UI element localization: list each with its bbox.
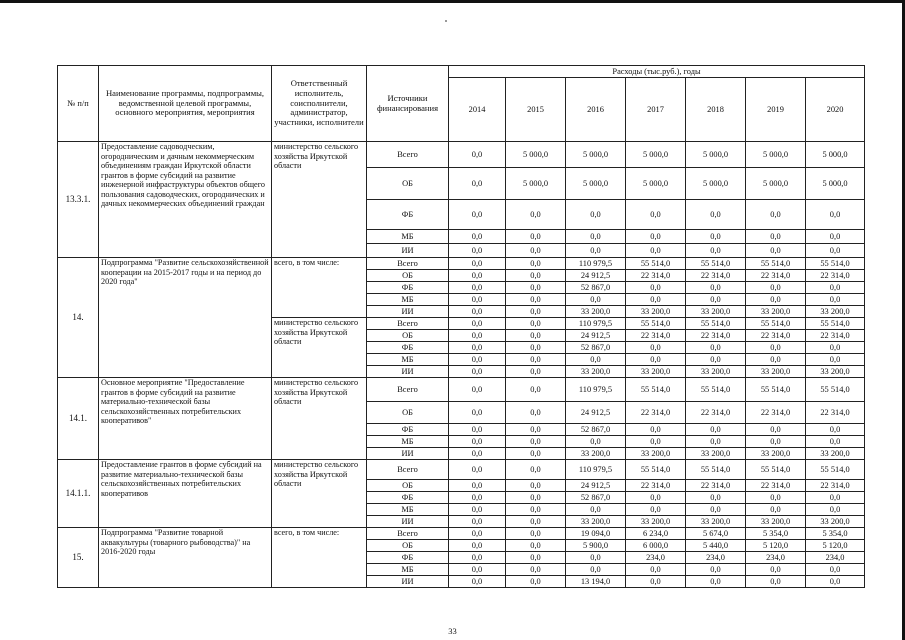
expense-value: 110 979,5 [566, 318, 626, 330]
expense-value: 0,0 [806, 354, 865, 366]
expense-value: 0,0 [746, 576, 806, 588]
budget-table [57, 65, 865, 588]
expense-value: 0,0 [449, 200, 506, 230]
expense-value: 33 200,0 [626, 306, 686, 318]
expense-value: 33 200,0 [746, 366, 806, 378]
expense-value: 22 314,0 [746, 330, 806, 342]
expense-value: 0,0 [746, 504, 806, 516]
funding-source: ФБ [367, 424, 449, 436]
executor-cell: министерство сельского хозяйства Иркутской области [272, 460, 367, 528]
expense-value: 0,0 [449, 270, 506, 282]
expense-value: 0,0 [626, 354, 686, 366]
expense-value: 0,0 [686, 424, 746, 436]
scan-border-top [0, 0, 905, 3]
row-index: 15. [58, 528, 99, 588]
header-year: 2014 [449, 78, 506, 142]
expense-value: 0,0 [506, 244, 566, 258]
expense-value: 0,0 [449, 294, 506, 306]
expense-value: 0,0 [686, 436, 746, 448]
expense-value: 0,0 [746, 244, 806, 258]
funding-source: Всего [367, 460, 449, 480]
expense-value: 6 234,0 [626, 528, 686, 540]
expense-value: 0,0 [686, 294, 746, 306]
expense-value: 0,0 [626, 342, 686, 354]
executor-cell: всего, в том числе: [272, 528, 367, 588]
expense-value: 33 200,0 [686, 516, 746, 528]
expense-value: 0,0 [686, 200, 746, 230]
expense-value: 5 000,0 [746, 168, 806, 200]
table-header [58, 66, 865, 142]
executor-cell: министерство сельского хозяйства Иркутской области [272, 142, 367, 258]
expense-value: 0,0 [449, 318, 506, 330]
expense-value: 22 314,0 [806, 480, 865, 492]
expense-value: 110 979,5 [566, 258, 626, 270]
expense-value: 19 094,0 [566, 528, 626, 540]
expense-value: 0,0 [686, 282, 746, 294]
expense-value: 33 200,0 [746, 306, 806, 318]
expense-value: 55 514,0 [686, 318, 746, 330]
expense-value: 5 354,0 [746, 528, 806, 540]
expense-value: 0,0 [449, 504, 506, 516]
expense-value: 33 200,0 [686, 306, 746, 318]
funding-source: ИИ [367, 516, 449, 528]
header-year: 2015 [506, 78, 566, 142]
expense-value: 22 314,0 [686, 480, 746, 492]
expense-value: 0,0 [506, 294, 566, 306]
expense-value: 0,0 [686, 342, 746, 354]
expense-value: 55 514,0 [806, 378, 865, 402]
expense-value: 0,0 [506, 318, 566, 330]
expense-value: 33 200,0 [746, 516, 806, 528]
expense-value: 0,0 [686, 244, 746, 258]
expense-value: 0,0 [626, 424, 686, 436]
expense-value: 0,0 [449, 168, 506, 200]
header-year: 2017 [626, 78, 686, 142]
expense-value: 0,0 [806, 492, 865, 504]
funding-source: ОБ [367, 270, 449, 282]
table-row [58, 258, 865, 270]
expense-value: 55 514,0 [806, 258, 865, 270]
expense-value: 0,0 [626, 294, 686, 306]
expense-value: 55 514,0 [806, 318, 865, 330]
expense-value: 0,0 [686, 230, 746, 244]
table-row [58, 142, 865, 168]
expense-value: 5 000,0 [566, 142, 626, 168]
expense-value: 22 314,0 [686, 330, 746, 342]
program-name: Подпрограмма "Развитие сельскохозяйственной кооперации на 2015-2017 годы и на период до 2020 года" [99, 258, 272, 378]
expense-value: 6 000,0 [626, 540, 686, 552]
expense-value: 0,0 [506, 516, 566, 528]
expense-value: 55 514,0 [746, 318, 806, 330]
expense-value: 0,0 [449, 306, 506, 318]
expense-value: 0,0 [746, 342, 806, 354]
expense-value: 0,0 [566, 552, 626, 564]
expense-value: 5 000,0 [566, 168, 626, 200]
expense-value: 0,0 [449, 552, 506, 564]
expense-value: 55 514,0 [746, 378, 806, 402]
expense-value: 5 120,0 [746, 540, 806, 552]
expense-value: 0,0 [506, 258, 566, 270]
funding-source: ИИ [367, 244, 449, 258]
expense-value: 0,0 [686, 576, 746, 588]
program-name: Предоставление садоводческим, огородническим и дачным некоммерческим объединениям граждан Иркутской области грантов в форме субсидий на развитие инженерной инфраструктуры объектов общего пользования садоводческих, огороднических и дачных некоммерческих объединений граждан [99, 142, 272, 258]
expense-value: 0,0 [449, 492, 506, 504]
program-name: Подпрограмма "Развитие товарной аквакультуры (товарного рыбоводства)" на 2016-2020 годы [99, 528, 272, 588]
expense-value: 0,0 [686, 354, 746, 366]
expense-value: 22 314,0 [686, 402, 746, 424]
expense-value: 0,0 [506, 230, 566, 244]
expense-value: 0,0 [506, 576, 566, 588]
header-year: 2019 [746, 78, 806, 142]
expense-value: 55 514,0 [806, 460, 865, 480]
expense-value: 0,0 [806, 230, 865, 244]
expense-value: 0,0 [626, 564, 686, 576]
expense-value: 5 354,0 [806, 528, 865, 540]
expense-value: 0,0 [449, 436, 506, 448]
expense-value: 0,0 [806, 282, 865, 294]
funding-source: МБ [367, 354, 449, 366]
header-year: 2018 [686, 78, 746, 142]
expense-value: 0,0 [566, 230, 626, 244]
expense-value: 0,0 [449, 564, 506, 576]
expense-value: 0,0 [449, 576, 506, 588]
expense-value: 0,0 [746, 230, 806, 244]
expense-value: 33 200,0 [566, 448, 626, 460]
expense-value: 5 000,0 [626, 168, 686, 200]
expense-value: 0,0 [746, 200, 806, 230]
expense-value: 0,0 [449, 330, 506, 342]
expense-value: 0,0 [506, 424, 566, 436]
expense-value: 0,0 [626, 230, 686, 244]
expense-value: 0,0 [566, 564, 626, 576]
expense-value: 0,0 [746, 282, 806, 294]
expense-value: 24 912,5 [566, 402, 626, 424]
expense-value: 0,0 [746, 436, 806, 448]
funding-source: ОБ [367, 480, 449, 492]
header-num: № п/п [58, 66, 99, 142]
expense-value: 0,0 [626, 200, 686, 230]
expense-value: 22 314,0 [746, 270, 806, 282]
expense-value: 110 979,5 [566, 460, 626, 480]
funding-source: Всего [367, 258, 449, 270]
expense-value: 0,0 [449, 424, 506, 436]
expense-value: 0,0 [449, 540, 506, 552]
expense-value: 55 514,0 [626, 460, 686, 480]
expense-value: 22 314,0 [806, 270, 865, 282]
expense-value: 0,0 [806, 576, 865, 588]
expense-value: 0,0 [506, 378, 566, 402]
expense-value: 0,0 [626, 244, 686, 258]
expense-value: 0,0 [449, 528, 506, 540]
expense-value: 0,0 [506, 564, 566, 576]
expense-value: 5 120,0 [806, 540, 865, 552]
expense-value: 0,0 [506, 540, 566, 552]
expense-value: 0,0 [566, 436, 626, 448]
funding-source: МБ [367, 436, 449, 448]
expense-value: 0,0 [566, 200, 626, 230]
funding-source: Всего [367, 378, 449, 402]
table-row [58, 460, 865, 480]
expense-value: 5 000,0 [686, 142, 746, 168]
expense-value: 33 200,0 [626, 448, 686, 460]
expense-value: 0,0 [506, 436, 566, 448]
expense-value: 22 314,0 [626, 270, 686, 282]
expense-value: 0,0 [506, 330, 566, 342]
expense-value: 33 200,0 [806, 306, 865, 318]
expense-value: 0,0 [806, 564, 865, 576]
expense-value: 0,0 [806, 504, 865, 516]
expense-value: 33 200,0 [806, 448, 865, 460]
expense-value: 0,0 [506, 342, 566, 354]
expense-value: 22 314,0 [626, 402, 686, 424]
funding-source: ОБ [367, 330, 449, 342]
funding-source: ОБ [367, 402, 449, 424]
expense-value: 5 440,0 [686, 540, 746, 552]
expense-value: 55 514,0 [626, 378, 686, 402]
expense-value: 5 000,0 [686, 168, 746, 200]
table-row [58, 378, 865, 402]
expense-value: 52 867,0 [566, 492, 626, 504]
funding-source: МБ [367, 564, 449, 576]
expense-value: 0,0 [566, 244, 626, 258]
funding-source: МБ [367, 230, 449, 244]
expense-value: 110 979,5 [566, 378, 626, 402]
expense-value: 52 867,0 [566, 424, 626, 436]
header-name: Наименование программы, подпрограммы, ведомственной целевой программы, основного мероприятия, мероприятия [99, 66, 272, 142]
expense-value: 0,0 [506, 492, 566, 504]
expense-value: 0,0 [449, 342, 506, 354]
expense-value: 55 514,0 [686, 258, 746, 270]
expense-value: 22 314,0 [626, 480, 686, 492]
funding-source: ИИ [367, 576, 449, 588]
expense-value: 0,0 [506, 480, 566, 492]
row-index: 14.1. [58, 378, 99, 460]
expense-value: 0,0 [449, 448, 506, 460]
expense-value: 33 200,0 [566, 516, 626, 528]
expense-value: 55 514,0 [746, 460, 806, 480]
funding-source: ОБ [367, 540, 449, 552]
expense-value: 13 194,0 [566, 576, 626, 588]
expense-value: 234,0 [626, 552, 686, 564]
expense-value: 0,0 [449, 460, 506, 480]
expense-value: 0,0 [449, 378, 506, 402]
row-index: 14. [58, 258, 99, 378]
row-index: 14.1.1. [58, 460, 99, 528]
expense-value: 234,0 [806, 552, 865, 564]
expense-value: 22 314,0 [686, 270, 746, 282]
expense-value: 0,0 [449, 516, 506, 528]
expense-value: 0,0 [686, 564, 746, 576]
expense-value: 22 314,0 [626, 330, 686, 342]
scan-artifact [445, 20, 447, 22]
expense-value: 5 000,0 [626, 142, 686, 168]
header-year: 2020 [806, 78, 865, 142]
executor-cell: министерство сельского хозяйства Иркутской области [272, 378, 367, 460]
funding-source: ИИ [367, 366, 449, 378]
expense-value: 33 200,0 [806, 366, 865, 378]
expense-value: 0,0 [806, 244, 865, 258]
expense-value: 33 200,0 [626, 366, 686, 378]
funding-source: ИИ [367, 306, 449, 318]
expense-value: 0,0 [449, 230, 506, 244]
expense-value: 0,0 [449, 244, 506, 258]
expense-value: 0,0 [626, 504, 686, 516]
expense-value: 0,0 [626, 282, 686, 294]
expense-value: 0,0 [449, 258, 506, 270]
expense-value: 5 674,0 [686, 528, 746, 540]
expense-value: 0,0 [449, 282, 506, 294]
expense-value: 0,0 [506, 402, 566, 424]
expense-value: 0,0 [449, 366, 506, 378]
funding-source: Всего [367, 318, 449, 330]
expense-value: 0,0 [506, 354, 566, 366]
expense-value: 0,0 [506, 552, 566, 564]
expense-value: 33 200,0 [746, 448, 806, 460]
expense-value: 0,0 [806, 436, 865, 448]
expense-value: 5 900,0 [566, 540, 626, 552]
expense-value: 52 867,0 [566, 342, 626, 354]
funding-source: Всего [367, 142, 449, 168]
expense-value: 5 000,0 [806, 168, 865, 200]
expense-value: 24 912,5 [566, 270, 626, 282]
expense-value: 0,0 [746, 354, 806, 366]
expense-value: 22 314,0 [806, 330, 865, 342]
expense-value: 55 514,0 [626, 318, 686, 330]
expense-value: 0,0 [746, 564, 806, 576]
funding-source: МБ [367, 294, 449, 306]
expense-value: 33 200,0 [686, 448, 746, 460]
expense-value: 33 200,0 [566, 366, 626, 378]
program-name: Основное мероприятие "Предоставление грантов в форме субсидий на развитие материально-технической базы сельскохозяйственных потребительских кооперативов" [99, 378, 272, 460]
expense-value: 0,0 [449, 142, 506, 168]
expense-value: 33 200,0 [686, 366, 746, 378]
expense-value: 0,0 [449, 354, 506, 366]
expense-value: 55 514,0 [746, 258, 806, 270]
expense-value: 5 000,0 [506, 168, 566, 200]
funding-source: ОБ [367, 168, 449, 200]
funding-source: ФБ [367, 552, 449, 564]
expense-value: 0,0 [806, 200, 865, 230]
expense-value: 234,0 [746, 552, 806, 564]
expense-value: 0,0 [506, 366, 566, 378]
expense-value: 0,0 [506, 448, 566, 460]
executor-cell: всего, в том числе: [272, 258, 367, 318]
expense-value: 33 200,0 [806, 516, 865, 528]
expense-value: 33 200,0 [566, 306, 626, 318]
header-expenses: Расходы (тыс.руб.), годы [449, 66, 865, 78]
expense-value: 0,0 [806, 294, 865, 306]
row-index: 13.3.1. [58, 142, 99, 258]
table-row [58, 528, 865, 540]
expense-value: 0,0 [566, 294, 626, 306]
header-executor: Ответственный исполнитель, соисполнители, администратор, участники, исполнители [272, 66, 367, 142]
funding-source: ИИ [367, 448, 449, 460]
expense-value: 0,0 [506, 306, 566, 318]
expense-value: 24 912,5 [566, 330, 626, 342]
expense-value: 0,0 [626, 576, 686, 588]
expense-value: 0,0 [566, 354, 626, 366]
expense-value: 33 200,0 [626, 516, 686, 528]
funding-source: ФБ [367, 200, 449, 230]
expense-value: 0,0 [806, 342, 865, 354]
expense-value: 0,0 [806, 424, 865, 436]
program-name: Предоставление грантов в форме субсидий на развитие материально-технической базы сельскохозяйственных потребительских кооперативов [99, 460, 272, 528]
funding-source: ФБ [367, 282, 449, 294]
funding-source: ФБ [367, 342, 449, 354]
expense-value: 0,0 [449, 480, 506, 492]
expense-value: 5 000,0 [806, 142, 865, 168]
header-source: Источники финансирования [367, 66, 449, 142]
expense-value: 0,0 [626, 436, 686, 448]
expense-value: 55 514,0 [686, 378, 746, 402]
expense-value: 0,0 [686, 492, 746, 504]
expense-value: 22 314,0 [746, 480, 806, 492]
expense-value: 0,0 [506, 504, 566, 516]
expense-value: 24 912,5 [566, 480, 626, 492]
expense-value: 0,0 [506, 460, 566, 480]
expense-value: 5 000,0 [506, 142, 566, 168]
table-body [58, 142, 865, 588]
expense-value: 0,0 [506, 270, 566, 282]
expense-value: 52 867,0 [566, 282, 626, 294]
executor-cell: министерство сельского хозяйства Иркутской области [272, 318, 367, 378]
expense-value: 0,0 [506, 282, 566, 294]
expense-value: 0,0 [506, 200, 566, 230]
expense-value: 5 000,0 [746, 142, 806, 168]
expense-value: 0,0 [449, 402, 506, 424]
expense-value: 22 314,0 [746, 402, 806, 424]
header-year: 2016 [566, 78, 626, 142]
expense-value: 0,0 [746, 294, 806, 306]
funding-source: МБ [367, 504, 449, 516]
page-number: 33 [448, 626, 457, 636]
expense-value: 55 514,0 [686, 460, 746, 480]
expense-value: 0,0 [686, 504, 746, 516]
funding-source: ФБ [367, 492, 449, 504]
expense-value: 0,0 [626, 492, 686, 504]
expense-value: 0,0 [746, 492, 806, 504]
expense-value: 22 314,0 [806, 402, 865, 424]
expense-value: 0,0 [506, 528, 566, 540]
expense-value: 234,0 [686, 552, 746, 564]
expense-value: 55 514,0 [626, 258, 686, 270]
expense-value: 0,0 [746, 424, 806, 436]
funding-source: Всего [367, 528, 449, 540]
expense-value: 0,0 [566, 504, 626, 516]
